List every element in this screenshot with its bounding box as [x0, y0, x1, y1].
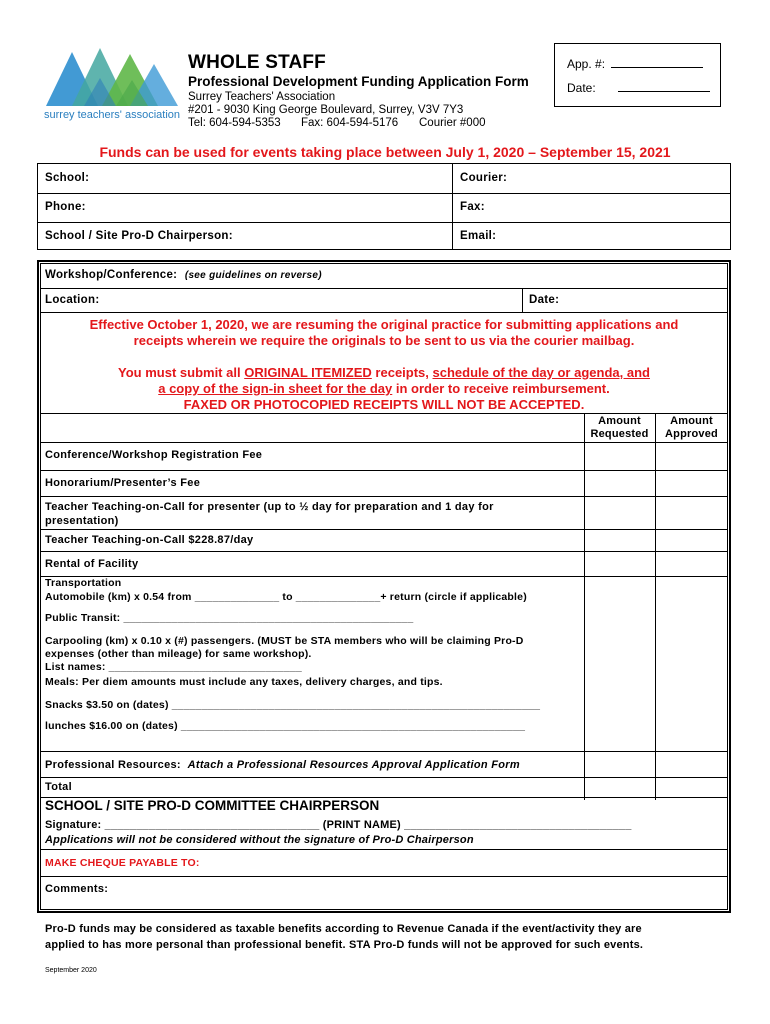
row-transportation: Transportation Automobile (km) x 0.54 from ______________ to ______________+ return (circle if applicable) — [45, 577, 527, 603]
app-number-row[interactable] — [567, 57, 703, 71]
comments-field[interactable]: Comments: — [45, 883, 109, 895]
logo-text: surrey teachers' association — [44, 109, 180, 121]
row-toc-presenter: Teacher Teaching-on-Call for presenter (up to ½ day for preparation and 1 day for presentation) — [45, 501, 494, 527]
form-title: WHOLE STAFF — [188, 52, 326, 73]
date-row[interactable] — [567, 81, 710, 95]
row-snacks: Snacks $3.50 on (dates) _____________________________________________________________ — [45, 699, 541, 711]
fax-field[interactable]: Fax: — [460, 201, 485, 213]
row-carpooling: Carpooling (km) x 0.10 x (#) passengers. (MUST be STA members who will be claiming Pro-D expenses (other than mileage) for same workshop). List names: ________________________________ — [45, 635, 524, 673]
org-tel: Tel: 604-594-5353 — [188, 117, 281, 129]
email-field[interactable]: Email: — [460, 230, 497, 242]
notice-line-3: You must submit all ORIGINAL ITEMIZED receipts, schedule of the day or agenda, and — [118, 365, 650, 380]
signature-line[interactable]: Signature: __________________________________ (PRINT NAME) ____________________________________ — [45, 819, 632, 831]
event-date-field[interactable]: Date: — [529, 294, 560, 306]
row-honorarium: Honorarium/Presenter’s Fee — [45, 477, 201, 489]
location-field[interactable]: Location: — [45, 294, 100, 306]
committee-heading: SCHOOL / SITE PRO-D COMMITTEE CHAIRPERSON — [45, 798, 380, 813]
courier-field[interactable]: Courier: — [460, 172, 508, 184]
notice-line-5: FAXED OR PHOTOCOPIED RECEIPTS WILL NOT BE ACCEPTED. — [183, 397, 585, 412]
form-revision-date: September 2020 — [45, 967, 97, 974]
org-courier: Courier #000 — [419, 117, 486, 129]
chairperson-field[interactable]: School / Site Pro-D Chairperson: — [45, 230, 233, 242]
org-name: Surrey Teachers' Association — [188, 91, 336, 103]
app-number-label: App. #: — [567, 57, 606, 71]
school-field[interactable]: School: — [45, 172, 90, 184]
row-professional-resources: Professional Resources: Attach a Professional Resources Approval Application Form — [45, 759, 520, 771]
row-total: Total — [45, 781, 72, 793]
workshop-field[interactable]: Workshop/Conference: (see guidelines on reverse) — [45, 269, 322, 281]
col-amount-approved: Amount Approved — [665, 415, 718, 440]
row-registration-fee: Conference/Workshop Registration Fee — [45, 449, 263, 461]
sta-logo — [42, 44, 182, 130]
cheque-payable-field[interactable]: MAKE CHEQUE PAYABLE TO: — [45, 857, 200, 869]
notice-line-1: Effective October 1, 2020, we are resuming the original practice for submitting applications and — [89, 317, 679, 332]
form-subtitle: Professional Development Funding Application Form — [188, 74, 529, 89]
col-amount-requested: Amount Requested — [590, 415, 649, 440]
row-lunches: lunches $16.00 on (dates) _________________________________________________________ — [45, 720, 526, 732]
notice-line-2: receipts wherein we require the originals to be sent to us via the courier mailbag. — [133, 333, 635, 348]
taxable-benefit-note: Pro-D funds may be considered as taxable benefits according to Revenue Canada if the event/activity they are applied to has more personal than professional benefit. STA Pro-D funds will not be approved for such events. — [45, 923, 644, 951]
signature-note: Applications will not be considered without the signature of Pro-D Chairperson — [45, 834, 474, 846]
row-meals: Meals: Per diem amounts must include any taxes, delivery charges, and tips. — [45, 676, 443, 688]
phone-field[interactable]: Phone: — [45, 201, 86, 213]
funds-notice: Funds can be used for events taking place between July 1, 2020 – September 15, 2021 — [99, 144, 671, 160]
date-label: Date: — [567, 81, 596, 95]
row-public-transit: Public Transit: ________________________________________________ — [45, 612, 414, 624]
row-toc-rate: Teacher Teaching-on-Call $228.87/day — [45, 534, 254, 546]
org-fax: Fax: 604-594-5176 — [301, 117, 399, 129]
notice-line-4: a copy of the sign-in sheet for the day in order to receive reimbursement. — [158, 381, 610, 396]
row-rental: Rental of Facility — [45, 558, 139, 570]
org-address: #201 - 9030 King George Boulevard, Surrey, V3V 7Y3 — [188, 104, 464, 116]
office-use-box — [554, 43, 721, 107]
